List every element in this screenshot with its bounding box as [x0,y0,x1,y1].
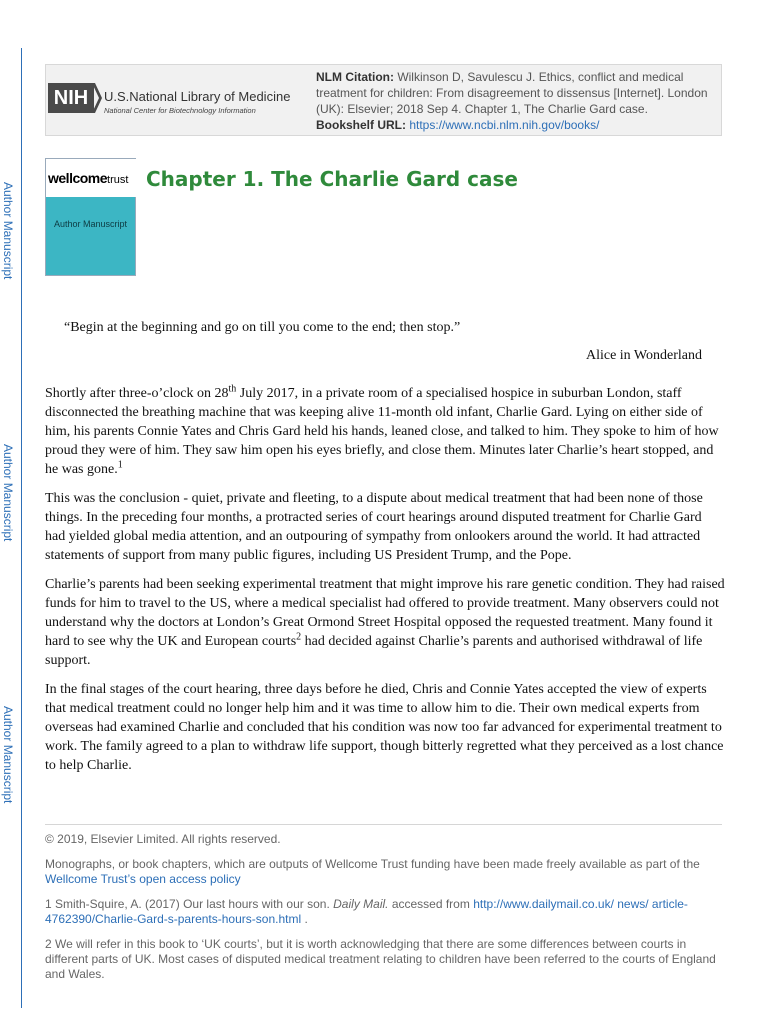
wellcome-trust-logo: wellcometrust [46,159,137,197]
nih-badge: NIH [48,83,94,113]
citation-label: NLM Citation: [316,70,394,84]
footnote-1-link[interactable]: http://www.dailymail.co.uk/ news/ article-4762390/Charlie-Gard-s-parents-hours-son.html [45,897,688,926]
chevron-right-icon [92,83,102,113]
sidebar-label-author-manuscript: Author Manuscript [1,706,15,804]
author-manuscript-tile [46,197,135,275]
footnote-ref[interactable]: 2 [296,631,302,643]
chapter-body [45,384,725,785]
library-name: U.S.National Library of Medicine [104,89,291,104]
bookshelf-link[interactable]: https://www.ncbi.nlm.nih.gov/books/ [409,118,600,132]
chapter-title: Chapter 1. The Charlie Gard case [146,167,518,191]
paragraph: In the final stages of the court hearing, three days before he died, Chris and Connie Yates accepted the view of experts that medical treatment could no longer help him and it was time to allow him to die. Their own medical experts from overseas had examined Charlie and concluded that his condition was now too far advanced for experimental treatment to work. The family agreed to a plan to withdraw life support, though bitterly regretted what they perceived as a lost chance to help Charlie. [45,682,724,773]
footer-divider [45,824,722,825]
open-access-policy-link[interactable]: Wellcome Trust’s open access policy [45,872,241,886]
nlm-citation-box [45,64,722,136]
epigraph-source: Alice in Wonderland [585,348,702,363]
footnote-ref[interactable]: 1 [117,459,123,471]
sidebar-rule [21,48,22,1008]
citation-body: Wilkinson D, Savulescu J. Ethics, conflict and medical treatment for children: From disagreement to dissensus [Internet]. London (UK): Elsevier; 2018 Sep 4. Chapter 1, The Charlie Gard case. [316,70,708,116]
sidebar-label-author-manuscript: Author Manuscript [1,182,15,280]
ordinal-suffix: th [228,383,237,395]
open-access-note: Monographs, or book chapters, which are outputs of Wellcome Trust funding have been made freely available as part of the Wellcome Trust’s open access policy [45,857,700,886]
footnote-1: 1 Smith-Squire, A. (2017) Our last hours with our son. Daily Mail. accessed from http://www.dailymail.co.uk/ news/ article-4762390/Charlie-Gard-s-parents-hours-son.html . [45,897,688,926]
citation-text [316,69,716,133]
author-manuscript-label: Author Manuscript [53,219,128,229]
paragraph: Charlie’s parents had been seeking experimental treatment that might improve his rare genetic condition. They had raised funds for him to travel to the US, where a medical specialist had offered to provide treatment. Many observers could not understand why the doctors at London’s Great Ormond Street Hospital opposed the requested treatment. Many found it hard to see why the UK and European courts$^2$ had decided against Charlie’s parents and authorised withdrawal of life support. [45,577,725,668]
bookshelf-label: Bookshelf URL: [316,118,406,132]
footnote-2: 2 We will refer in this book to ‘UK courts’, but it is worth acknowledging that there are some differences between courts in different parts of UK. Most cases of disputed medical treatment relating to children have been referred to the courts of England and Wales. [45,937,716,981]
wellcome-trust-badge [45,158,136,276]
paragraph: Shortly after three-o’clock on 28th July 2017, in a private room of a specialised hospice in suburban London, staff disconnected the breathing machine that was keeping alive 11-month old infant, Charlie Gard. Lying on either side of him, his parents Connie Yates and Chris Gard held his hands, leaned close, and talked to him. They spoke to him of how proud they were of him. They saw him open his eyes briefly, and close them. Minutes later Charlie’s heart stopped, and he was gone.$^1$ [45,383,719,477]
copyright: © 2019, Elsevier Limited. All rights reserved. [45,832,281,846]
library-subtitle: National Center for Biotechnology Information [104,106,256,115]
paragraph: This was the conclusion - quiet, private and fleeting, to a dispute about medical treatment that had been none of those things. In the preceding four months, a protracted series of court hearings around disputed treatment for Charlie Gard had yielded global media attention, and an outpouring of sympathy from onlookers around the world. It had attracted statements of support from many public figures, including US President Trump, and the Pope. [45,491,703,563]
sidebar-label-author-manuscript: Author Manuscript [1,444,15,542]
footer [45,832,725,992]
epigraph-quote: “Begin at the beginning and go on till you come to the end; then stop.” [64,320,461,335]
